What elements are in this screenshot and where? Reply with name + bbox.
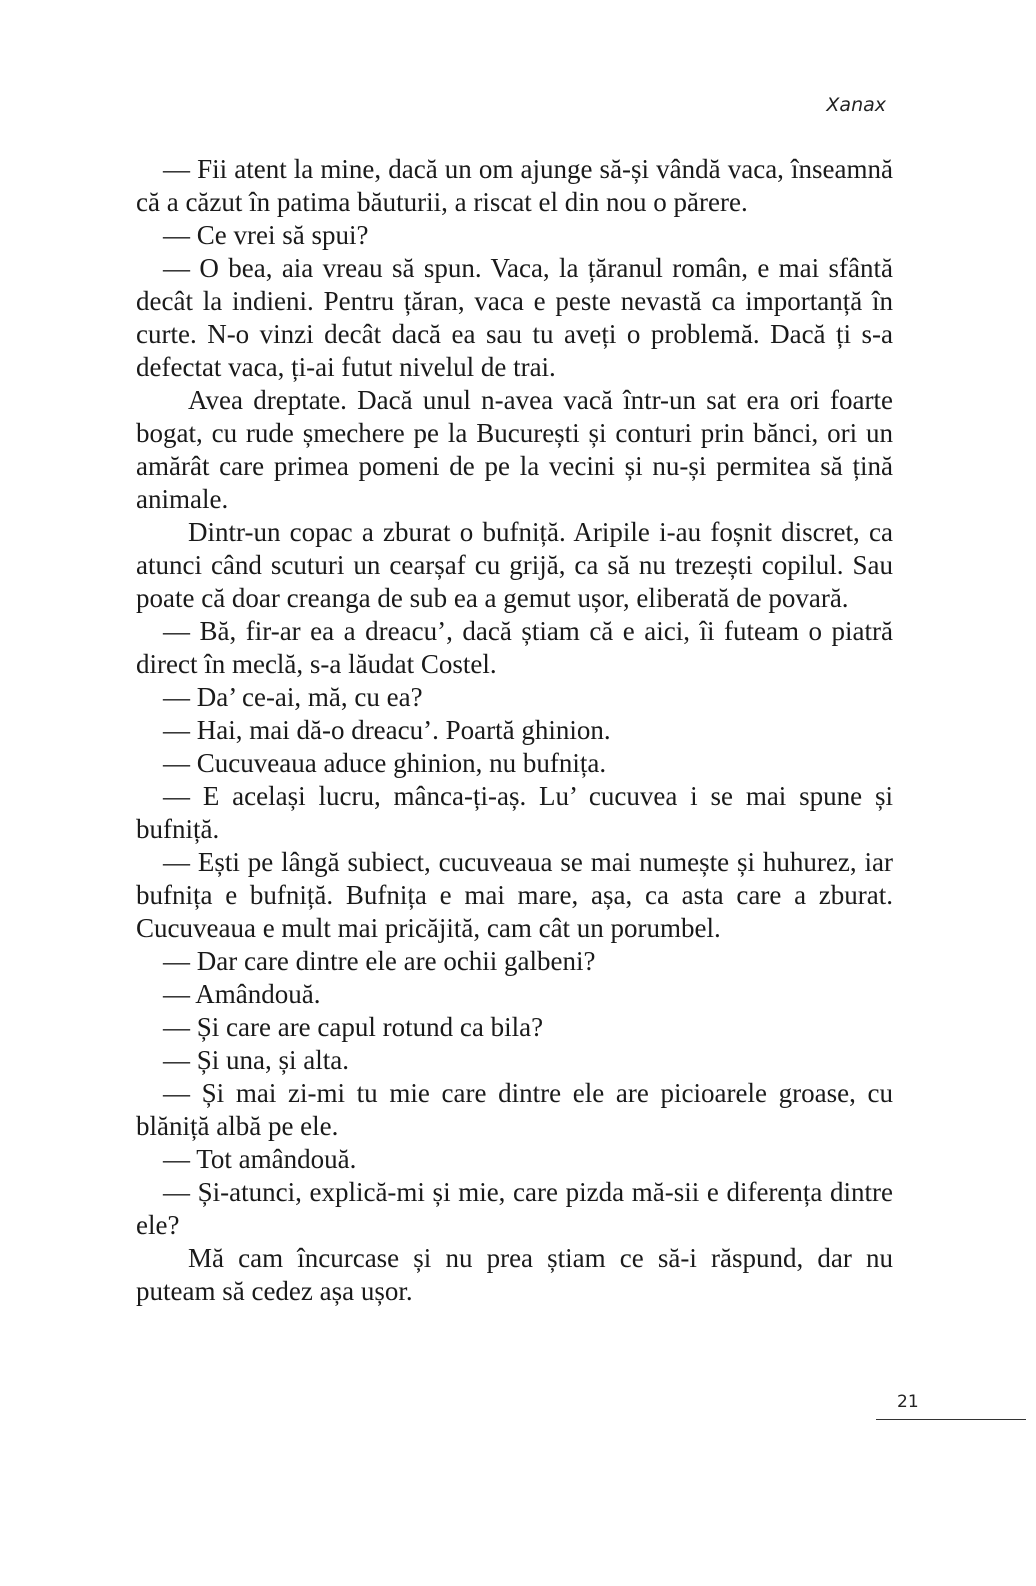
paragraph-1: — Fii atent la mine, dacă un om ajunge să-și vândă vaca, înseamnă că a căzut în patima băuturii, a riscat el din nou o părere. <box>136 154 893 217</box>
paragraph-6: — Bă, fir-ar ea a dreacu’, dacă știam că e aici, îi futeam o piatră direct în meclă, s-a lăudat Costel. <box>136 616 893 679</box>
paragraph-4: Avea dreptate. Dacă unul n-avea vacă într-un sat era ori foarte bogat, cu rude șmechere pe la București și conturi prin bănci, ori un amărât care primea pomeni de pe la vecini și nu-și permitea să țină animale. <box>136 385 893 514</box>
paragraph-14: — Și care are capul rotund ca bila? <box>163 1012 544 1042</box>
paragraph-7: — Da’ ce-ai, mă, cu ea? <box>163 682 423 712</box>
paragraph-19: Mă cam încurcase și nu prea știam ce să-i răspund, dar nu puteam să cedez așa ușor. <box>136 1243 893 1306</box>
paragraph-8: — Hai, mai dă-o dreacu’. Poartă ghinion. <box>163 715 611 745</box>
paragraph-16: — Și mai zi-mi tu mie care dintre ele are picioarele groase, cu blăniță albă pe ele. <box>136 1078 893 1141</box>
page-number: 21 <box>897 1392 919 1412</box>
body-text <box>136 153 893 1308</box>
paragraph-3: — O bea, aia vreau să spun. Vaca, la țăranul român, e mai sfântă decât la indieni. Pentru țăran, vaca e peste nevastă ca importanță în curte. N-o vinzi decât dacă ea sau tu aveți o problemă. Dacă ți s-a defectat vaca, ți-ai futut nivelul de trai. <box>136 253 893 382</box>
paragraph-9: — Cucuveaua aduce ghinion, nu bufnița. <box>163 748 607 778</box>
paragraph-17: — Tot amândouă. <box>163 1144 357 1174</box>
paragraph-13: — Amândouă. <box>163 979 321 1009</box>
footer-rule <box>876 1419 1026 1420</box>
paragraph-12: — Dar care dintre ele are ochii galbeni? <box>163 946 596 976</box>
paragraph-2: — Ce vrei să spui? <box>163 220 369 250</box>
paragraph-18: — Și-atunci, explică-mi și mie, care pizda mă-sii e diferența dintre ele? <box>136 1177 893 1240</box>
paragraph-10: — E același lucru, mânca-ți-aș. Lu’ cucuvea i se mai spune și bufniță. <box>136 781 893 844</box>
running-head: Xanax <box>826 94 886 116</box>
paragraph-15: — Și una, și alta. <box>163 1045 349 1075</box>
paragraph-11: — Ești pe lângă subiect, cucuveaua se mai numește și huhurez, iar bufnița e bufniță. Bufnița e mai mare, așa, ca asta care a zburat. Cucuveaua e mult mai pricăjită, cam cât un porumbel. <box>136 847 893 943</box>
paragraph-5: Dintr-un copac a zburat o bufniță. Aripile i-au foșnit discret, ca atunci când scuturi un cearșaf cu grijă, ca să nu trezești copilul. Sau poate că doar creanga de sub ea a gemut ușor, eliberată de povară. <box>136 517 893 613</box>
